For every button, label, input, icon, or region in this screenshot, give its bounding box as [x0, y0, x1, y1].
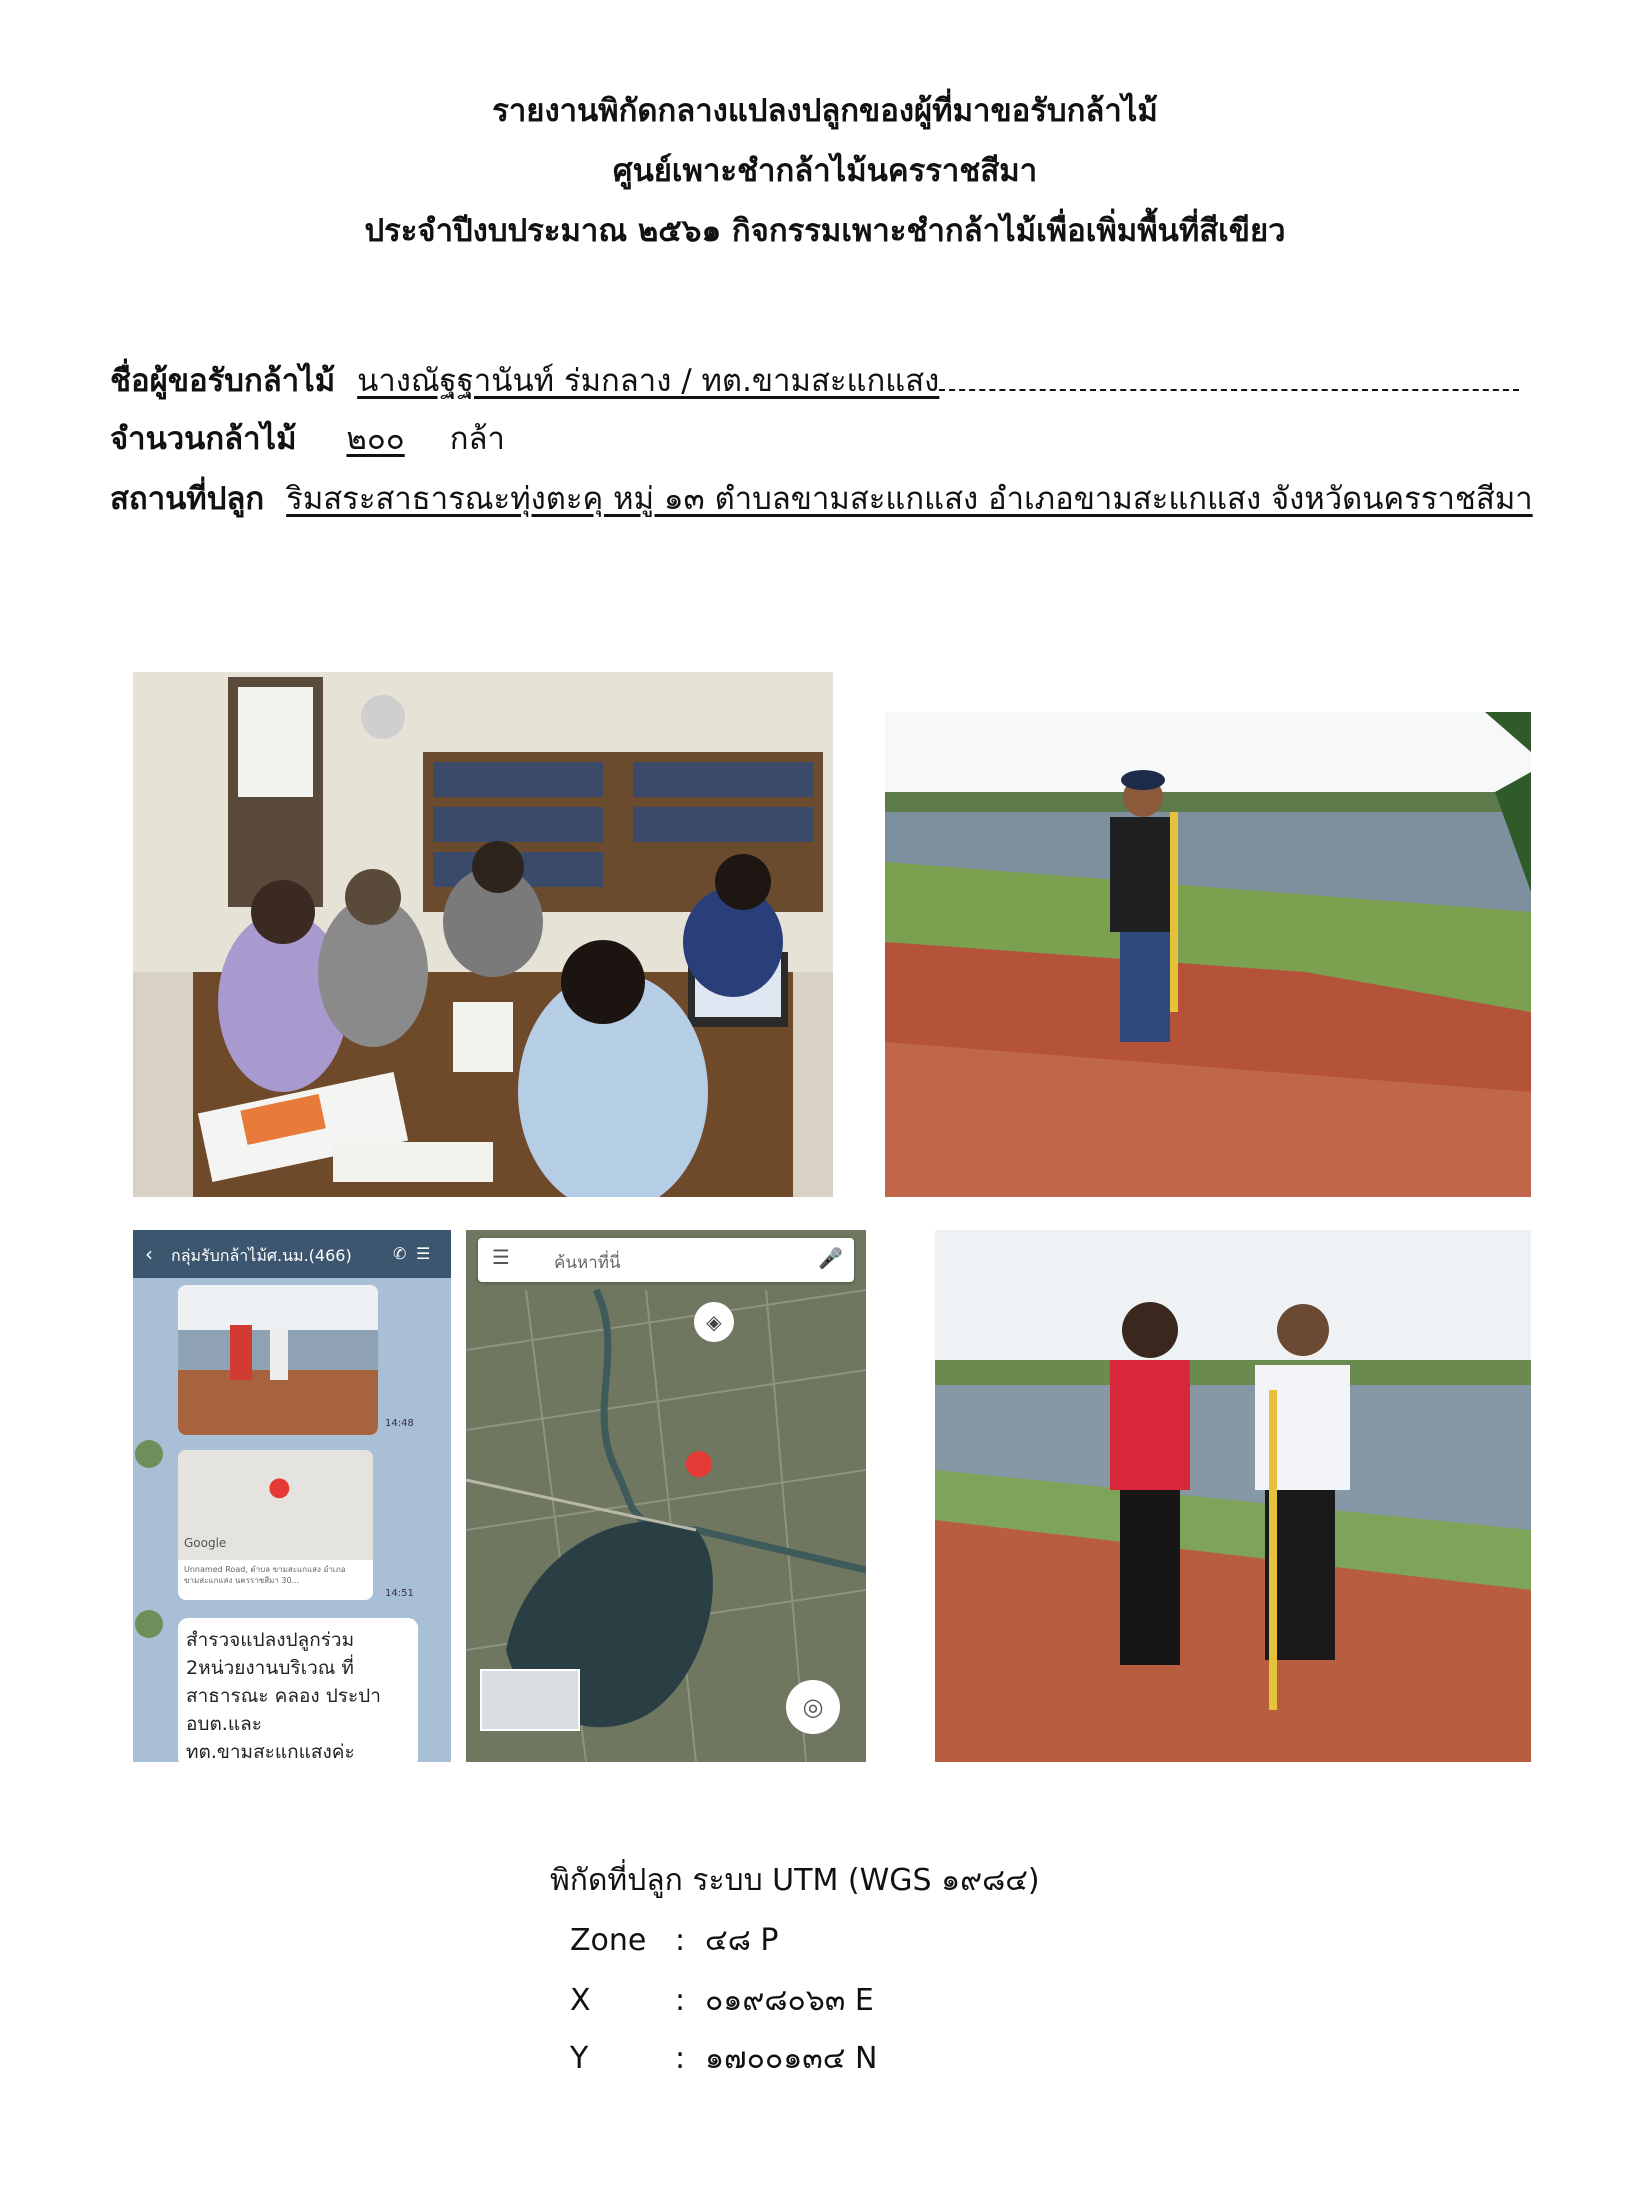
location-pin-icon: ●: [268, 1472, 291, 1502]
quantity-field: [110, 413, 505, 463]
y-value: ๑๗๐๐๑๓๔ N: [705, 2041, 878, 2076]
microphone-icon[interactable]: 🎤: [818, 1246, 843, 1270]
place-label: สถานที่ปลูก: [110, 481, 265, 517]
google-label: Google: [184, 1536, 227, 1550]
hamburger-menu-icon[interactable]: ☰: [492, 1245, 510, 1269]
map-search-bar[interactable]: [478, 1238, 854, 1282]
location-pin-icon: ●: [684, 1442, 714, 1482]
map-search-input[interactable]: ค้นหาที่นี่: [554, 1253, 621, 1273]
pond-man-pole-photo: [885, 712, 1531, 1197]
place-field: [110, 473, 1533, 523]
chat-photo-message[interactable]: [178, 1285, 378, 1435]
requester-label: ชื่อผู้ขอรับกล้าไม้: [110, 363, 336, 399]
satellite-map-screenshot[interactable]: [466, 1230, 866, 1762]
y-separator: :: [675, 2041, 686, 2076]
chat-location-message[interactable]: [178, 1450, 373, 1600]
zone-separator: :: [675, 1923, 686, 1958]
pond-two-people-photo: [935, 1230, 1531, 1762]
quantity-label: จำนวนกล้าไม้: [110, 421, 297, 457]
requester-blank-line: [939, 367, 1519, 391]
back-arrow-icon[interactable]: ‹: [145, 1242, 153, 1266]
phone-icon[interactable]: ✆: [393, 1244, 407, 1263]
zone-key: Zone: [570, 1923, 647, 1958]
chat-group-title: กลุ่มรับกล้าไม้ศ.นม.(466): [171, 1246, 352, 1265]
office-meeting-photo: [133, 672, 833, 1197]
layers-icon[interactable]: ◈: [694, 1302, 734, 1342]
report-title-line-3: ประจำปีงบประมาณ ๒๕๖๑ กิจกรรมเพาะชำกล้าไม้เพื่อเพิ่มพื้นที่สีเขียว: [364, 213, 1286, 249]
report-title-line-2: ศูนย์เพาะชำกล้าไม้นครราชสีมา: [612, 153, 1038, 189]
avatar: [135, 1440, 163, 1468]
report-title-line-1: รายงานพิกัดกลางแปลงปลูกของผู้ที่มาขอรับกล้าไม้: [492, 93, 1158, 129]
quantity-value: ๒๐๐: [346, 421, 405, 457]
place-value: ริมสระสาธารณะทุ่งตะคุ หมู่ ๑๓ ตำบลขามสะแกแสง อำเภอขามสะแกแสง จังหวัดนครราชสีมา: [286, 481, 1533, 517]
y-key: Y: [570, 2041, 589, 2076]
zone-row: [570, 1917, 778, 1964]
time-stamp-2: 14:51: [385, 1588, 414, 1599]
time-stamp-1: 14:48: [385, 1418, 414, 1429]
avatar: [135, 1610, 163, 1638]
chat-text-message: สำรวจแปลงปลูกร่วม 2หน่วยงานบริเวณ ที่สาธารณะ คลอง ประปาอบต.และ ทต.ขามสะแกแสงค่ะ: [178, 1618, 418, 1762]
menu-icon[interactable]: ☰: [416, 1244, 431, 1263]
y-row: [570, 2035, 877, 2082]
zone-value: ๔๘ P: [705, 1923, 779, 1958]
x-row: [570, 1977, 874, 2024]
x-separator: :: [675, 1983, 686, 2018]
quantity-unit: กล้า: [449, 421, 505, 457]
coordinate-heading: พิกัดที่ปลูก ระบบ UTM (WGS ๑๙๘๔): [550, 1863, 1040, 1898]
x-value: ๐๑๙๘๐๖๓ E: [705, 1983, 874, 2018]
chat-screenshot: [133, 1230, 451, 1762]
my-location-icon[interactable]: ◎: [786, 1680, 840, 1734]
x-key: X: [570, 1983, 591, 2018]
requester-field: [110, 355, 1519, 405]
location-caption: Unnamed Road, ตำบล ขามสะแกแสง อำเภอ ขามสะแกแสง นครราชสีมา 30...: [184, 1565, 346, 1585]
requester-value: นางณัฐฐานันท์ ร่มกลาง / ทต.ขามสะแกแสง: [357, 363, 940, 399]
